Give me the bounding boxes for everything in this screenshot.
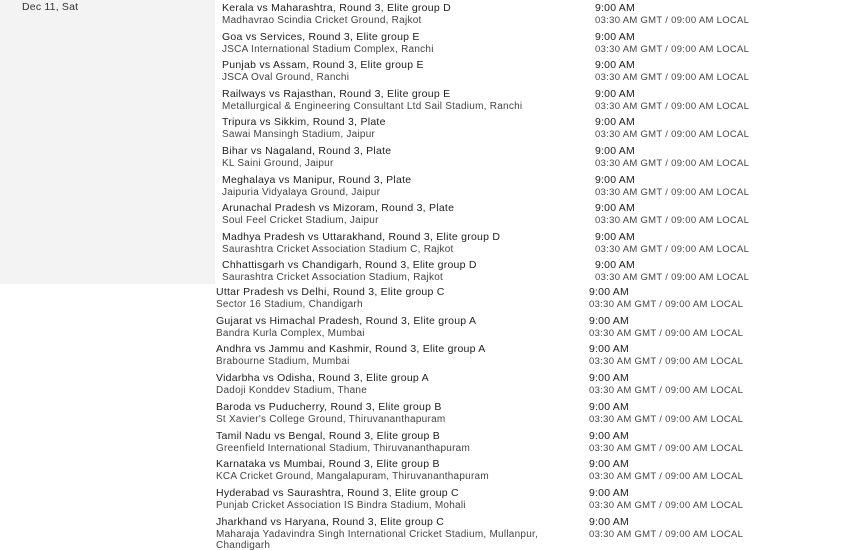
fixture-venue: JSCA Oval Ground, Ranchi <box>222 72 350 84</box>
fixture-gmt-local-time: 03:30 AM GMT / 09:00 AM LOCAL <box>589 528 744 540</box>
fixture-row[interactable] <box>216 315 850 343</box>
fixture-venue: JSCA International Stadium Complex, Ranchi <box>222 43 434 55</box>
fixture-venue: Bandra Kurla Complex, Mumbai <box>216 327 365 339</box>
fixture-venue: Metallurgical & Engineering Consultant Ltd Sail Stadium, Ranchi <box>222 100 523 112</box>
fixture-title[interactable]: Jharkhand vs Haryana, Round 3, Elite group C <box>216 515 445 528</box>
fixture-time: 9:00 AM <box>589 314 629 327</box>
fixture-venue: Soul Feel Cricket Stadium, Jaipur <box>222 215 379 227</box>
fixture-time: 9:00 AM <box>589 429 629 442</box>
fixture-venue: Punjab Cricket Association IS Bindra Stadium, Mohali <box>216 499 466 511</box>
fixture-row[interactable] <box>222 31 850 59</box>
fixture-title[interactable]: Tripura vs Sikkim, Round 3, Plate <box>222 116 386 129</box>
fixture-time: 9:00 AM <box>595 59 635 72</box>
fixture-row[interactable] <box>222 202 850 230</box>
fixture-row[interactable] <box>222 231 850 259</box>
fixture-venue: Madhavrao Scindia Cricket Ground, Rajkot <box>222 15 422 26</box>
fixture-row[interactable] <box>222 174 850 202</box>
fixture-time: 9:00 AM <box>589 486 629 499</box>
fixture-time: 9:00 AM <box>595 2 635 14</box>
fixture-title[interactable]: Kerala vs Maharashtra, Round 3, Elite group D <box>222 2 451 14</box>
fixture-time: 9:00 AM <box>595 202 635 215</box>
fixture-row[interactable] <box>222 259 850 287</box>
fixture-time: 9:00 AM <box>595 173 635 186</box>
fixture-venue: Sawai Mansingh Stadium, Jaipur <box>222 129 376 141</box>
fixture-time: 9:00 AM <box>595 145 635 157</box>
fixture-title[interactable]: Chhattisgarh vs Chandigarh, Round 3, Elite group D <box>222 259 477 272</box>
fixture-venue: Dadoji Konddev Stadium, Thane <box>216 385 368 397</box>
fixture-gmt-local-time: 03:30 AM GMT / 09:00 AM LOCAL <box>589 299 744 310</box>
fixture-venue: Saurashtra Cricket Association Stadium C, Rajkot <box>222 243 454 255</box>
fixture-venue: Maharaja Yadavindra Singh International Cricket Stadium, Mullanpur, Chandigarh <box>216 528 539 550</box>
fixture-venue: St Xavier's College Ground, Thiruvananthapuram <box>216 413 446 425</box>
fixture-title[interactable]: Tamil Nadu vs Bengal, Round 3, Elite group B <box>216 429 441 442</box>
fixture-venue: KCA Cricket Ground, Mangalapuram, Thiruvananthapuram <box>216 471 489 483</box>
fixture-row[interactable] <box>216 343 850 371</box>
fixture-time: 9:00 AM <box>589 400 629 413</box>
fixture-time: 9:00 AM <box>595 30 635 43</box>
fixture-venue: Brabourne Stadium, Mumbai <box>216 356 350 368</box>
fixture-time: 9:00 AM <box>589 286 629 298</box>
fixture-venue: Jaipuria Vidyalaya Ground, Jaipur <box>222 186 381 198</box>
fixture-gmt-local-time: 03:30 AM GMT / 09:00 AM LOCAL <box>595 43 750 55</box>
fixture-row[interactable] <box>216 458 850 486</box>
fixture-title[interactable]: Uttar Pradesh vs Delhi, Round 3, Elite group C <box>216 286 445 298</box>
fixture-venue: KL Saini Ground, Jaipur <box>222 158 334 169</box>
date-column <box>0 0 215 284</box>
fixture-title[interactable]: Punjab vs Assam, Round 3, Elite group E <box>222 59 424 72</box>
fixture-time: 9:00 AM <box>589 343 629 356</box>
fixture-gmt-local-time: 03:30 AM GMT / 09:00 AM LOCAL <box>595 72 750 84</box>
fixture-title[interactable]: Meghalaya vs Manipur, Round 3, Plate <box>222 173 412 186</box>
fixture-row[interactable] <box>222 145 850 173</box>
fixture-row[interactable] <box>222 2 850 30</box>
fixture-title[interactable]: Andhra vs Jammu and Kashmir, Round 3, Elite group A <box>216 343 486 356</box>
fixture-gmt-local-time: 03:30 AM GMT / 09:00 AM LOCAL <box>595 158 750 169</box>
fixture-row[interactable] <box>216 286 850 314</box>
fixture-row[interactable] <box>222 59 850 87</box>
date-label: Dec 11, Sat <box>22 1 79 13</box>
fixture-gmt-local-time: 03:30 AM GMT / 09:00 AM LOCAL <box>589 442 744 454</box>
fixture-title[interactable]: Baroda vs Puducherry, Round 3, Elite group B <box>216 400 442 413</box>
fixture-title[interactable]: Bihar vs Nagaland, Round 3, Plate <box>222 145 392 157</box>
fixture-gmt-local-time: 03:30 AM GMT / 09:00 AM LOCAL <box>595 186 750 198</box>
fixture-row[interactable] <box>216 401 850 429</box>
fixture-row[interactable] <box>216 515 850 550</box>
fixture-gmt-local-time: 03:30 AM GMT / 09:00 AM LOCAL <box>589 356 744 368</box>
fixture-title[interactable]: Goa vs Services, Round 3, Elite group E <box>222 30 420 43</box>
fixture-gmt-local-time: 03:30 AM GMT / 09:00 AM LOCAL <box>595 129 750 141</box>
fixture-time: 9:00 AM <box>595 87 635 100</box>
fixture-time: 9:00 AM <box>589 515 629 528</box>
fixture-title[interactable]: Arunachal Pradesh vs Mizoram, Round 3, Plate <box>222 202 455 215</box>
fixture-time: 9:00 AM <box>589 372 629 385</box>
fixture-title[interactable]: Railways vs Rajasthan, Round 3, Elite group E <box>222 87 451 100</box>
fixture-gmt-local-time: 03:30 AM GMT / 09:00 AM LOCAL <box>595 15 750 26</box>
fixture-time: 9:00 AM <box>595 230 635 243</box>
fixture-title[interactable]: Gujarat vs Himachal Pradesh, Round 3, Elite group A <box>216 314 477 327</box>
fixture-gmt-local-time: 03:30 AM GMT / 09:00 AM LOCAL <box>589 499 744 511</box>
fixture-title[interactable]: Madhya Pradesh vs Uttarakhand, Round 3, Elite group D <box>222 230 501 243</box>
fixture-title[interactable]: Vidarbha vs Odisha, Round 3, Elite group A <box>216 372 429 385</box>
fixture-gmt-local-time: 03:30 AM GMT / 09:00 AM LOCAL <box>589 413 744 425</box>
fixture-venue: Greenfield International Stadium, Thiruvananthapuram <box>216 442 471 454</box>
fixture-title[interactable]: Hyderabad vs Saurashtra, Round 3, Elite group C <box>216 486 459 499</box>
fixture-venue: Sector 16 Stadium, Chandigarh <box>216 299 363 310</box>
fixture-gmt-local-time: 03:30 AM GMT / 09:00 AM LOCAL <box>589 327 744 339</box>
fixture-row[interactable] <box>216 487 850 515</box>
fixture-row[interactable] <box>222 88 850 116</box>
fixture-gmt-local-time: 03:30 AM GMT / 09:00 AM LOCAL <box>589 471 744 483</box>
fixture-gmt-local-time: 03:30 AM GMT / 09:00 AM LOCAL <box>595 100 750 112</box>
fixture-venue: Saurashtra Cricket Association Stadium, Rajkot <box>222 272 444 284</box>
fixture-row[interactable] <box>216 372 850 400</box>
fixture-time: 9:00 AM <box>595 116 635 129</box>
fixture-row[interactable] <box>216 430 850 458</box>
fixture-gmt-local-time: 03:30 AM GMT / 09:00 AM LOCAL <box>589 385 744 397</box>
fixture-row[interactable] <box>222 116 850 144</box>
fixture-time: 9:00 AM <box>595 259 635 272</box>
fixture-time: 9:00 AM <box>589 458 629 471</box>
fixture-gmt-local-time: 03:30 AM GMT / 09:00 AM LOCAL <box>595 272 750 284</box>
fixture-title[interactable]: Karnataka vs Mumbai, Round 3, Elite group B <box>216 458 440 471</box>
fixture-gmt-local-time: 03:30 AM GMT / 09:00 AM LOCAL <box>595 243 750 255</box>
fixture-gmt-local-time: 03:30 AM GMT / 09:00 AM LOCAL <box>595 215 750 227</box>
